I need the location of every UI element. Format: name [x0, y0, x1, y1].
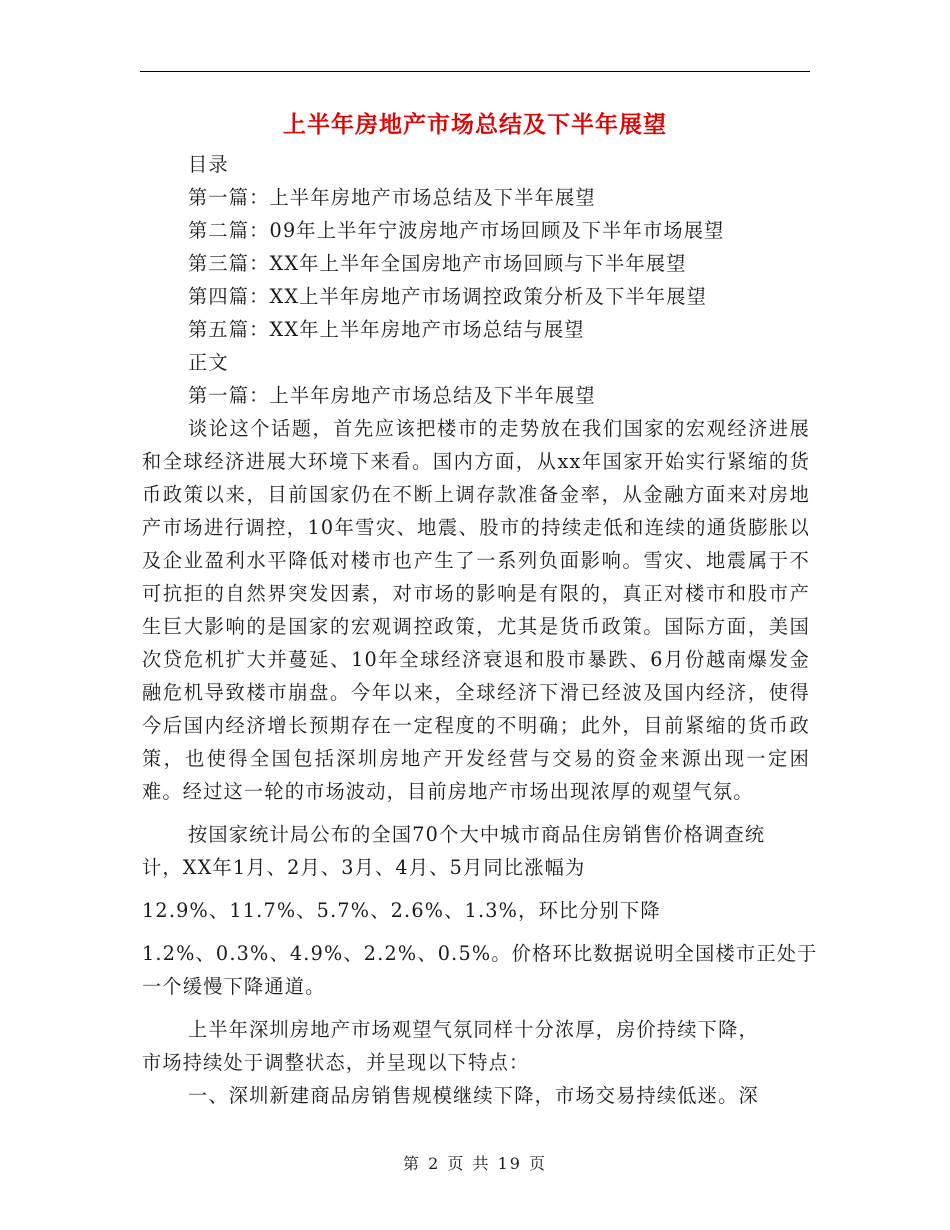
- body-heading: 正文: [188, 351, 229, 374]
- paragraph-line: 上半年深圳房地产市场观望气氛同样十分浓厚，房价持续下降，: [188, 1018, 759, 1041]
- header-rule: [140, 71, 810, 72]
- footer-suffix: 页: [529, 1154, 548, 1173]
- footer-total-pages: 19: [497, 1154, 522, 1173]
- toc-item: 第四篇：XX上半年房地产市场调控政策分析及下半年展望: [188, 285, 708, 308]
- toc-item: 第二篇：09年上半年宁波房地产市场回顾及下半年市场展望: [188, 219, 725, 242]
- document-body: [142, 148, 818, 1112]
- paragraph-line: 12.9%、11.7%、5.7%、2.6%、1.3%，环比分别下降: [142, 899, 661, 922]
- page-footer: [0, 1152, 950, 1176]
- footer-total-word: 共: [472, 1154, 491, 1173]
- footer-page-word: 页: [447, 1154, 466, 1173]
- paragraph-line: 按国家统计局公布的全国70个大中城市商品住房销售价格调查统: [188, 823, 766, 846]
- footer-current-page: 2: [428, 1154, 441, 1173]
- section-title: 第一篇：上半年房地产市场总结及下半年展望: [188, 384, 596, 407]
- toc-item: 第三篇：XX年上半年全国房地产市场回顾与下半年展望: [188, 252, 687, 275]
- paragraph-line: 市场持续处于调整状态，并呈现以下特点：: [142, 1051, 530, 1074]
- paragraph-line: 一、深圳新建商品房销售规模继续下降，市场交易持续低迷。深: [188, 1084, 759, 1107]
- paragraph-line: 一个缓慢下降通道。: [142, 975, 326, 998]
- paragraph-line: 1.2%、0.3%、4.9%、2.2%、0.5%。价格环比数据说明全国楼市正处于: [142, 942, 818, 965]
- paragraph: 谈论这个话题，首先应该把楼市的走势放在我们国家的宏观经济进展和全球经济进展大环境下来看。国内方面，从xx年国家开始实行紧缩的货币政策以来，目前国家仍在不断上调存款准备金率，从金融方面来对房地产市场进行调控，10年雪灾、地震、股市的持续走低和连续的通货膨胀以及企业盈利水平降低对楼市也产生了一系列负面影响。雪灾、地震属于不可抗拒的自然界突发因素，对市场的影响是有限的，真正对楼市和股市产生巨大影响的是国家的宏观调控政策，尤其是货币政策。国际方面，美国次贷危机扩大并蔓延、10年全球经济衰退和股市暴跌、6月份越南爆发金融危机导致楼市崩盘。今年以来，全球经济下滑已经波及国内经济，使得今后国内经济增长预期存在一定程度的不明确；此外，目前紧缩的货币政策，也使得全国包括深圳房地产开发经营与交易的资金来源出现一定困难。经过这一轮的市场波动，目前房地产市场出现浓厚的观望气氛。: [142, 417, 810, 803]
- toc-item: 第一篇：上半年房地产市场总结及下半年展望: [188, 186, 596, 209]
- document-title: 上半年房地产市场总结及下半年展望: [283, 111, 667, 138]
- paragraph-line: 计，XX年1月、2月、3月、4月、5月同比涨幅为: [142, 856, 586, 879]
- toc-heading: 目录: [188, 153, 229, 176]
- toc-item: 第五篇：XX年上半年房地产市场总结与展望: [188, 318, 585, 341]
- footer-prefix: 第: [402, 1154, 421, 1173]
